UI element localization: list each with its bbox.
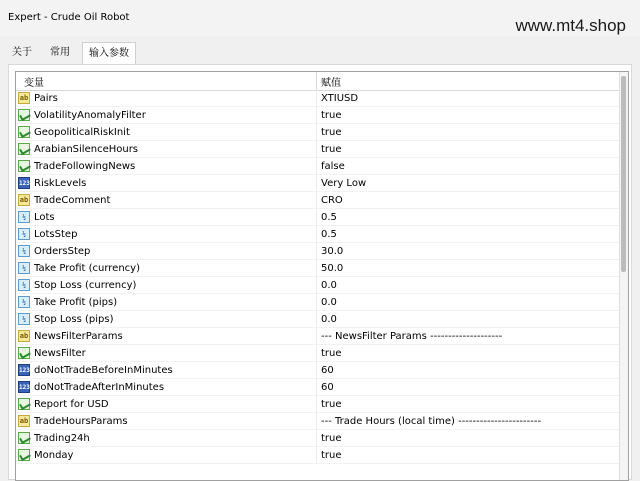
parameter-row[interactable] <box>16 192 620 209</box>
boolean-type-icon <box>18 449 30 461</box>
parameter-value[interactable]: --- NewsFilter Params -------------------- <box>321 331 503 342</box>
parameter-value[interactable]: 60 <box>321 382 334 393</box>
parameter-name: doNotTradeAfterInMinutes <box>34 382 165 393</box>
cell-divider <box>316 107 317 124</box>
parameter-name: TradeComment <box>34 195 111 206</box>
window-titlebar <box>0 0 640 36</box>
cell-divider <box>316 209 317 226</box>
string-type-icon: ab <box>19 417 29 425</box>
number-type-icon: ½ <box>18 211 30 223</box>
cell-divider <box>316 277 317 294</box>
parameter-value[interactable]: true <box>321 127 342 138</box>
parameter-row[interactable] <box>16 175 620 192</box>
tab-bar <box>0 42 640 64</box>
parameter-value[interactable]: 60 <box>321 365 334 376</box>
cell-divider <box>316 294 317 311</box>
inputs-panel <box>8 64 632 480</box>
parameter-row[interactable] <box>16 379 620 396</box>
cell-divider <box>316 192 317 209</box>
parameter-value[interactable]: true <box>321 348 342 359</box>
parameter-value[interactable]: false <box>321 161 345 172</box>
cell-divider <box>316 158 317 175</box>
enum-type-icon: 123 <box>18 364 30 376</box>
parameter-row[interactable] <box>16 294 620 311</box>
tab-common[interactable]: 常用 <box>50 47 70 58</box>
parameter-name: Lots <box>34 212 55 223</box>
parameter-row[interactable] <box>16 328 620 345</box>
cell-divider <box>316 260 317 277</box>
parameter-row[interactable] <box>16 260 620 277</box>
cell-divider <box>316 345 317 362</box>
number-type-icon: ½ <box>18 279 30 291</box>
parameter-value[interactable]: 50.0 <box>321 263 344 274</box>
parameter-value[interactable]: 30.0 <box>321 246 344 257</box>
cell-divider <box>316 243 317 260</box>
parameter-name: Take Profit (currency) <box>34 263 140 274</box>
parameter-value[interactable]: Very Low <box>321 178 367 189</box>
parameter-row[interactable] <box>16 158 620 175</box>
column-header-value[interactable]: 赋值 <box>321 78 341 89</box>
parameter-name: Report for USD <box>34 399 109 410</box>
parameter-value[interactable]: true <box>321 144 342 155</box>
parameter-name: Stop Loss (currency) <box>34 280 137 291</box>
grid-header <box>16 72 620 91</box>
parameter-name: Stop Loss (pips) <box>34 314 114 325</box>
parameter-name: OrdersStep <box>34 246 91 257</box>
parameter-value[interactable]: true <box>321 450 342 461</box>
parameter-value[interactable]: --- Trade Hours (local time) ----------------------- <box>321 416 542 427</box>
parameter-row[interactable] <box>16 362 620 379</box>
parameter-value[interactable]: true <box>321 433 342 444</box>
tab-inputs[interactable]: 输入参数 <box>82 42 136 65</box>
number-type-icon: ½ <box>18 296 30 308</box>
parameter-row[interactable] <box>16 90 620 107</box>
column-header-variable[interactable]: 变量 <box>24 78 44 89</box>
string-type-icon: ab <box>19 332 29 340</box>
parameter-value[interactable]: XTIUSD <box>321 93 359 104</box>
parameter-value[interactable]: 0.5 <box>321 229 337 240</box>
boolean-type-icon <box>18 126 30 138</box>
parameter-row[interactable] <box>16 311 620 328</box>
parameter-name: doNotTradeBeforeInMinutes <box>34 365 173 376</box>
parameter-value[interactable]: 0.0 <box>321 314 337 325</box>
parameter-value[interactable]: 0.5 <box>321 212 337 223</box>
cell-divider <box>316 362 317 379</box>
parameters-grid <box>15 71 629 481</box>
cell-divider <box>316 90 317 107</box>
parameter-name: ArabianSilenceHours <box>34 144 139 155</box>
cell-divider <box>316 396 317 413</box>
tab-about[interactable]: 关于 <box>12 47 32 58</box>
number-type-icon: ½ <box>18 245 30 257</box>
parameter-name: TradeHoursParams <box>34 416 128 427</box>
parameter-value[interactable]: true <box>321 399 342 410</box>
boolean-type-icon <box>18 432 30 444</box>
scrollbar-thumb[interactable] <box>621 76 626 272</box>
parameter-row[interactable] <box>16 209 620 226</box>
number-type-icon: ½ <box>18 313 30 325</box>
parameter-row[interactable] <box>16 447 620 464</box>
parameter-name: Take Profit (pips) <box>34 297 118 308</box>
cell-divider <box>316 379 317 396</box>
parameter-row[interactable] <box>16 124 620 141</box>
parameter-row[interactable] <box>16 345 620 362</box>
cell-divider <box>316 447 317 464</box>
parameter-row[interactable] <box>16 107 620 124</box>
parameter-name: Pairs <box>34 93 58 104</box>
parameter-row[interactable] <box>16 277 620 294</box>
parameter-row[interactable] <box>16 141 620 158</box>
enum-type-icon: 123 <box>18 381 30 393</box>
boolean-type-icon <box>18 398 30 410</box>
parameter-name: NewsFilter <box>34 348 86 359</box>
number-type-icon: ½ <box>18 228 30 240</box>
parameter-name: RiskLevels <box>34 178 87 189</box>
parameter-name: LotsStep <box>34 229 78 240</box>
window-title: Expert - Crude Oil Robot <box>8 12 130 23</box>
boolean-type-icon <box>18 160 30 172</box>
parameter-value[interactable]: 0.0 <box>321 297 337 308</box>
cell-divider <box>316 141 317 158</box>
cell-divider <box>316 311 317 328</box>
string-type-icon: ab <box>19 94 29 102</box>
parameter-row[interactable] <box>16 396 620 413</box>
parameter-row[interactable] <box>16 226 620 243</box>
parameter-value[interactable]: true <box>321 110 342 121</box>
cell-divider <box>316 413 317 430</box>
parameter-row[interactable] <box>16 413 620 430</box>
cell-divider <box>316 175 317 192</box>
string-type-icon: ab <box>19 196 29 204</box>
column-divider[interactable] <box>316 72 317 90</box>
grid-rows <box>16 90 620 464</box>
boolean-type-icon <box>18 143 30 155</box>
parameter-name: Trading24h <box>34 433 90 444</box>
parameter-name: Monday <box>34 450 74 461</box>
parameter-name: NewsFilterParams <box>34 331 123 342</box>
boolean-type-icon <box>18 347 30 359</box>
parameter-row[interactable] <box>16 243 620 260</box>
number-type-icon: ½ <box>18 262 30 274</box>
boolean-type-icon <box>18 109 30 121</box>
cell-divider <box>316 328 317 345</box>
cell-divider <box>316 226 317 243</box>
parameter-name: TradeFollowingNews <box>34 161 136 172</box>
watermark-text: www.mt4.shop <box>515 16 626 35</box>
cell-divider <box>316 430 317 447</box>
parameter-value[interactable]: 0.0 <box>321 280 337 291</box>
parameter-name: GeopoliticalRiskInit <box>34 127 130 138</box>
vertical-scrollbar[interactable] <box>619 72 628 480</box>
enum-type-icon: 123 <box>18 177 30 189</box>
cell-divider <box>316 124 317 141</box>
parameter-row[interactable] <box>16 430 620 447</box>
parameter-value[interactable]: CRO <box>321 195 343 206</box>
parameter-name: VolatilityAnomalyFilter <box>34 110 146 121</box>
